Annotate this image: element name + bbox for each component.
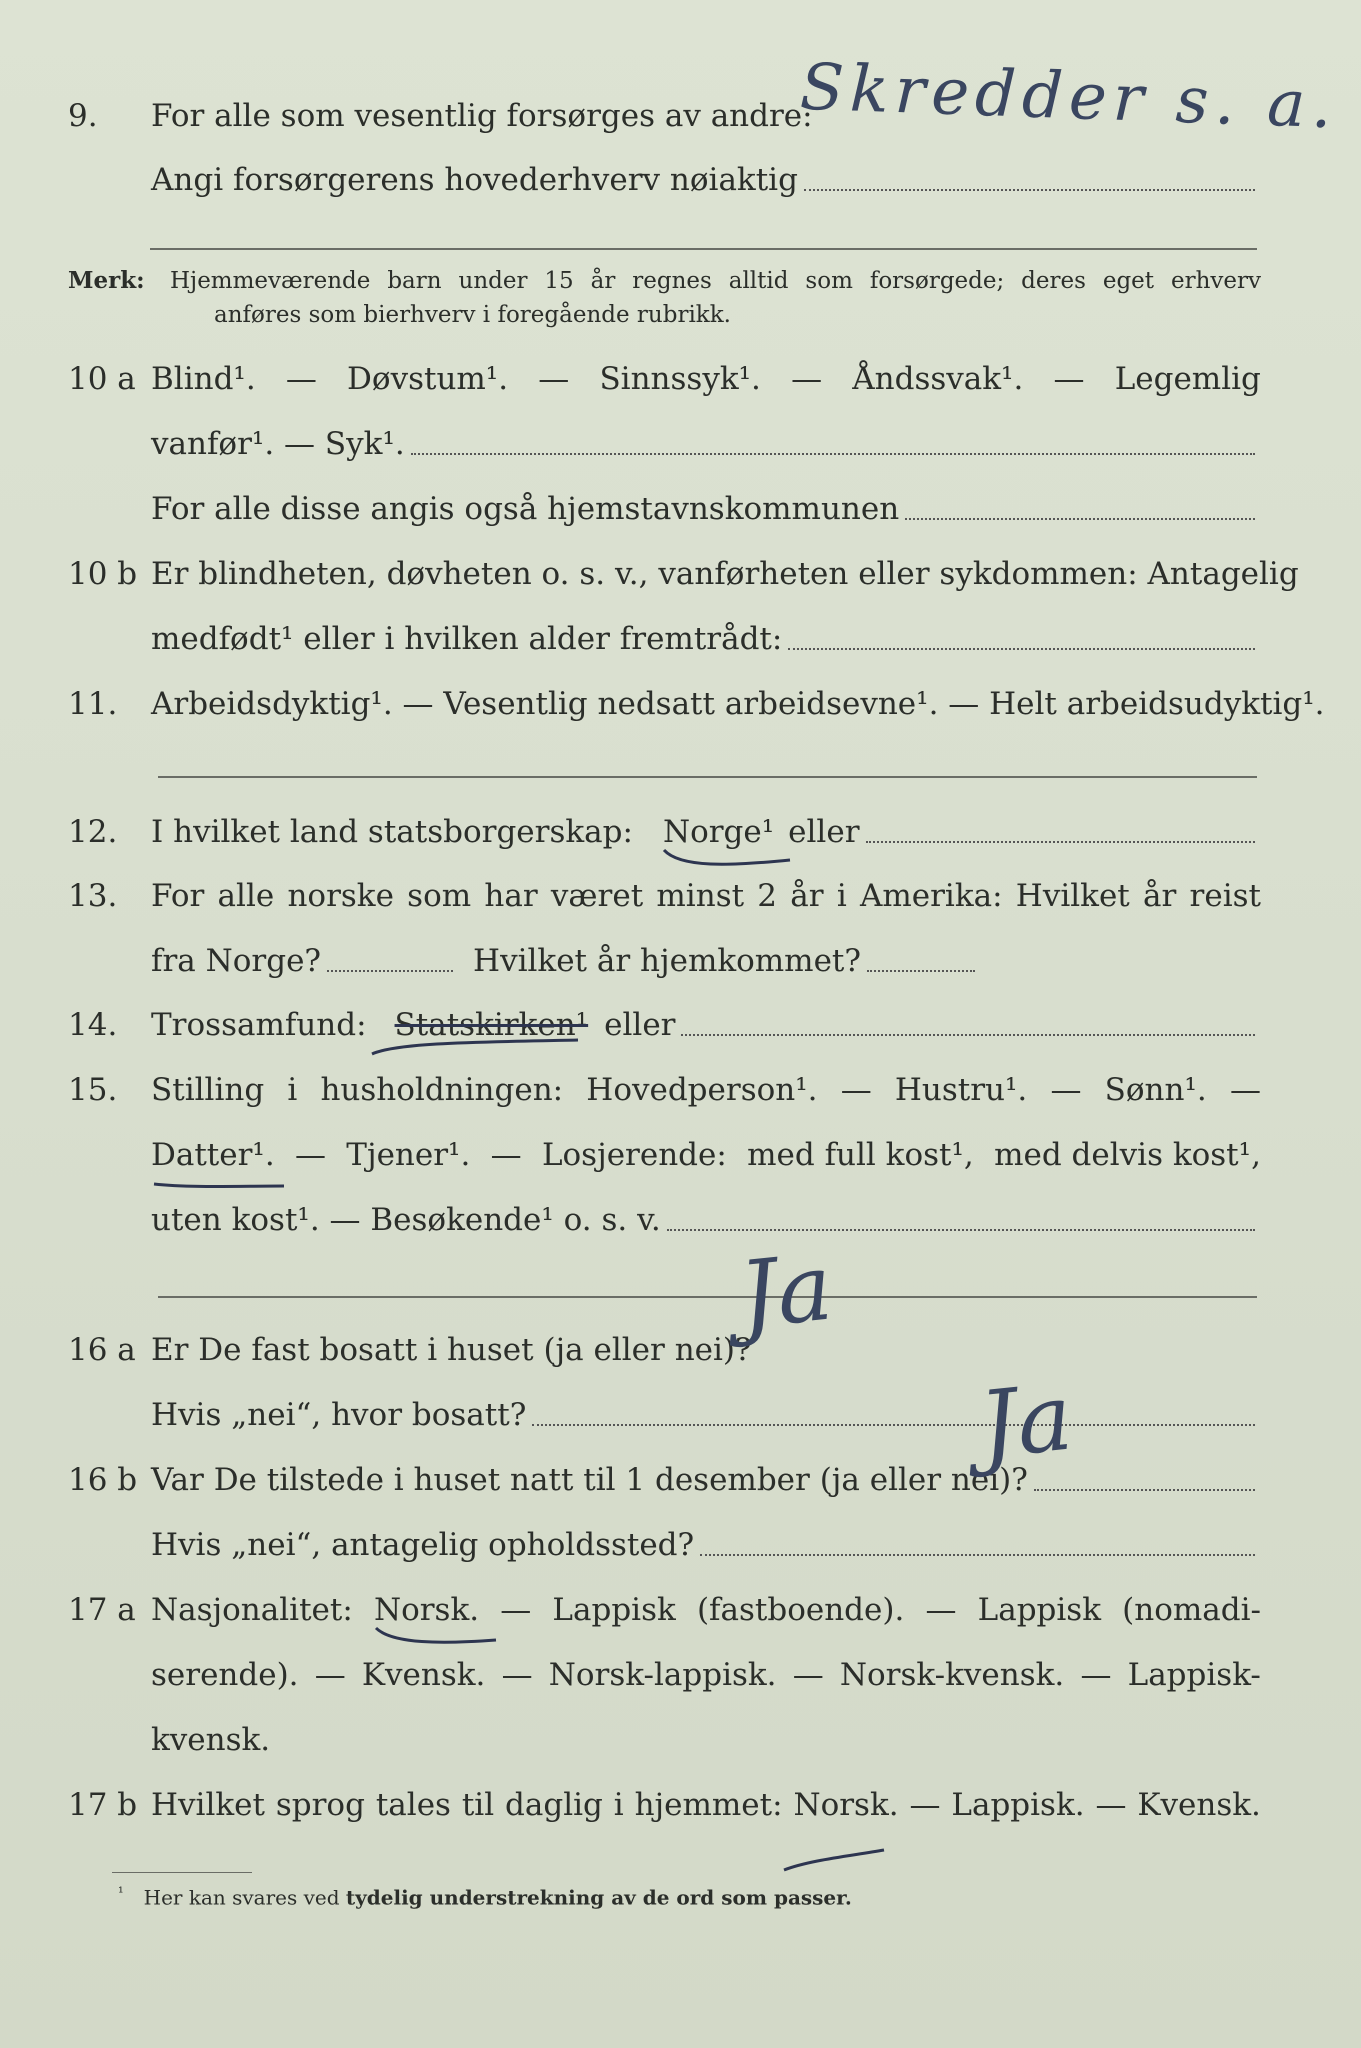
q12-question: I hvilket land statsborgerskap: — [151, 814, 633, 850]
q10b-line-1: Er blindheten, døvheten o. s. v., vanførheten eller sykdommen: Antagelig — [151, 556, 1299, 592]
option-norsk-lappisk[interactable]: Norsk-lappisk. — [548, 1657, 777, 1693]
answer-dotted-line[interactable] — [866, 841, 1255, 843]
option-legemlig[interactable]: Legemlig — [1114, 361, 1261, 397]
footnote-bold-text: tydelig understrekning av de ord som passer. — [345, 1885, 852, 1910]
q14-eller: eller — [604, 1007, 676, 1043]
q17b-number: 17 b — [68, 1787, 138, 1823]
option-datter[interactable]: Datter¹. — [151, 1137, 275, 1173]
blank-answer-line[interactable] — [158, 776, 1257, 778]
q9-handwritten-answer: Skredder s. a. — [798, 50, 1340, 144]
answer-dotted-line[interactable] — [788, 648, 1255, 650]
option-sprog-lappisk[interactable]: Lappisk. — [951, 1787, 1085, 1823]
option-andssvak[interactable]: Åndssvak¹. — [852, 361, 1024, 397]
q12-number: 12. — [68, 814, 118, 850]
option-norge[interactable]: Norge¹ — [662, 814, 775, 850]
q13-number: 13. — [68, 878, 118, 914]
option-lappisk-kvensk[interactable]: Lappisk- — [1127, 1657, 1261, 1693]
option-norsk-kvensk[interactable]: Norsk-kvensk. — [839, 1657, 1065, 1693]
census-form-page: 9. For alle som vesentlig forsørges av andre: Angi forsørgerens hovederhverv nøiaktig Skredder s. a. Merk: Hjemmeværende barn under 15 år regnes alltid som forsørgede; deres eget erhverv anføres som bierhverv i foregående rubrikk. 10 a Blind¹. — Døvstum¹. — Sinnssyk¹. — Åndssvak¹. — Legemlig vanfør¹. — Syk¹. For alle disse angis også hjemstavnskommunen 10 b Er blindheten, døvheten o. s. v., vanførheten eller sykdommen: Antagelig medfødt¹ eller i hvilken alder fremtrådt: 11. Arbeidsdyktig¹. — Vesentlig nedsatt arbeidsevne¹. — Helt arbeidsudyktig¹. 12. I hvilket land statsborgerskap: Norge¹ eller 13. For alle norske som har været minst 2 år i Amerika: Hvilket år reist fra Norge? Hvilket år hjemkommet? 14. Trossamfund: Statskirken¹ eller 15. Stilling i husholdningen: Hovedperson¹. — Hustru¹. — Sønn¹. — Datter¹. — Tjener¹. — Losjerende: med full kost¹, med delvis kost¹, uten kost¹. — Besøkende¹ o. s. v. 16 a Er De fast bosatt i huset (ja eller nei)? Ja Hvis „nei“, hvor bosatt? 16 b Var De tilstede i huset natt til 1 desember (ja eller nei)? Ja Hvis „nei“, antagelig opholdssted? 17 a Nasjonalitet: Norsk. — Lappisk (fastboende). — Lappisk (nomadi- serende). — Kvensk. — Norsk-lappisk. — Norsk-kvensk. — Lappisk- kvensk. 17 b Hvilket sprog tales til daglig i hjemmet: Norsk. — Lappisk. — Kvensk. $^{^1}$ Her kan svares ved tydelig understrekning av de ord som passer. — [0, 0, 1361, 2048]
q13-reist-fra-norge: fra Norge? — [151, 943, 322, 979]
footnote — [118, 1885, 852, 1910]
answer-dotted-line[interactable] — [667, 1229, 1255, 1231]
q13-hjemkommet: Hvilket år hjemkommet? — [473, 943, 862, 979]
option-delvis-kost[interactable]: med delvis kost¹, — [994, 1137, 1261, 1173]
q9-line-1: For alle som vesentlig forsørges av andre: — [151, 98, 813, 134]
q10b-number: 10 b — [68, 556, 138, 592]
footnote-mark: ¹ — [118, 1885, 124, 1901]
q16b-question: Var De tilstede i huset natt til 1 desember (ja eller nei)? — [151, 1462, 1028, 1498]
option-hovedperson[interactable]: Hovedperson¹. — [586, 1072, 818, 1108]
answer-dotted-line[interactable] — [1034, 1489, 1255, 1491]
option-losjerende[interactable]: Losjerende: — [541, 1137, 727, 1173]
q13-line-1: For alle norske som har været minst 2 år i Amerika: Hvilket år reist — [151, 878, 1261, 914]
note-label: Merk: — [68, 267, 145, 294]
blank-answer-line[interactable] — [158, 1296, 1257, 1298]
answer-dotted-line[interactable] — [532, 1424, 1255, 1426]
answer-dotted-line[interactable] — [411, 453, 1255, 455]
answer-dotted-line[interactable] — [681, 1034, 1255, 1036]
blank-answer-line[interactable] — [150, 248, 1257, 250]
q10a-number: 10 a — [68, 361, 136, 397]
q17a-line-3: kvensk. — [151, 1722, 271, 1758]
option-blind[interactable]: Blind¹. — [151, 361, 256, 397]
q16a-line-2: Hvis „nei“, hvor bosatt? — [151, 1397, 527, 1433]
option-dovstum[interactable]: Døvstum¹. — [347, 361, 509, 397]
q10a-line-3: For alle disse angis også hjemstavnskommunen — [151, 491, 900, 527]
q16b-number: 16 b — [68, 1462, 138, 1498]
datter-underline-mark — [150, 1176, 290, 1192]
q10b-line-2: medfødt¹ eller i hvilken alder fremtrådt: — [151, 621, 783, 657]
option-norsk[interactable]: Norsk. — [373, 1592, 480, 1628]
option-sprog-kvensk[interactable]: Kvensk. — [1137, 1787, 1261, 1823]
sprog-norsk-underline-mark — [780, 1846, 890, 1876]
footnote-text: Her kan svares ved — [143, 1885, 346, 1910]
note-line-1: Hjemmeværende barn under 15 år regnes alltid som forsørgede; deres eget erhverv — [170, 268, 1261, 294]
option-lappisk-nomadi[interactable]: Lappisk — [977, 1592, 1101, 1628]
answer-dotted-line[interactable] — [804, 189, 1255, 191]
option-hustru[interactable]: Hustru¹. — [894, 1072, 1028, 1108]
q14-number: 14. — [68, 1007, 118, 1043]
answer-dotted-line[interactable] — [867, 970, 975, 972]
q16a-question: Er De fast bosatt i huset (ja eller nei)? — [151, 1332, 752, 1368]
q9-number: 9. — [68, 98, 98, 134]
q16a-number: 16 a — [68, 1332, 136, 1368]
option-statskirken[interactable]: Statskirken¹ — [394, 1007, 589, 1043]
option-sprog-norsk[interactable]: Norsk. — [793, 1787, 899, 1823]
option-vanfor-syk[interactable]: vanfør¹. — Syk¹. — [151, 426, 405, 462]
q15-line-3: uten kost¹. — Besøkende¹ o. s. v. — [151, 1202, 661, 1238]
answer-dotted-line[interactable] — [905, 518, 1255, 520]
q11-options[interactable]: Arbeidsdyktig¹. — Vesentlig nedsatt arbeidsevne¹. — Helt arbeidsudyktig¹. — [151, 686, 1325, 722]
answer-dotted-line[interactable] — [327, 970, 453, 972]
q11-number: 11. — [68, 686, 118, 722]
option-sinnssyk[interactable]: Sinnssyk¹. — [599, 361, 761, 397]
option-sonn[interactable]: Sønn¹. — [1104, 1072, 1207, 1108]
q17a-number: 17 a — [68, 1592, 136, 1628]
option-kvensk[interactable]: Kvensk. — [361, 1657, 486, 1693]
answer-dotted-line[interactable] — [700, 1554, 1255, 1556]
q16a-handwritten-answer: Ja — [734, 1233, 838, 1350]
q9-line-2: Angi forsørgerens hovederhverv nøiaktig — [151, 162, 798, 198]
option-full-kost[interactable]: med full kost¹, — [747, 1137, 974, 1173]
footnote-rule — [112, 1872, 252, 1873]
option-lappisk-fast[interactable]: Lappisk — [552, 1592, 676, 1628]
q16b-handwritten-answer: Ja — [974, 1363, 1078, 1480]
note-line-2: anføres som bierhverv i foregående rubrikk. — [214, 302, 731, 328]
q15-number: 15. — [68, 1072, 118, 1108]
option-tjener[interactable]: Tjener¹. — [346, 1137, 471, 1173]
q12-eller: eller — [788, 814, 860, 850]
q14-label: Trossamfund: — [151, 1007, 367, 1043]
q16b-line-2: Hvis „nei“, antagelig opholdssted? — [151, 1527, 695, 1563]
